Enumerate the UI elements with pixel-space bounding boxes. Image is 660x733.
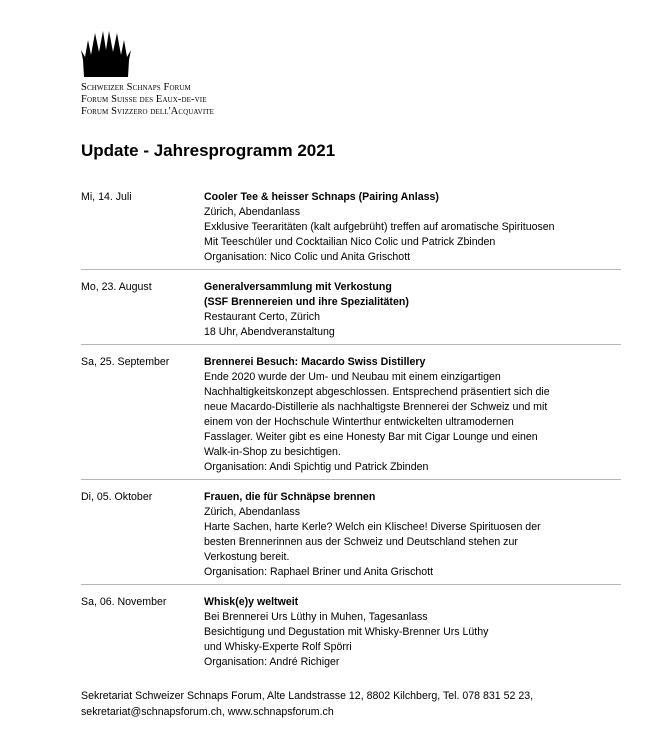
event-details — [204, 355, 621, 475]
event-line: Exklusive Teeraritäten (kalt aufgebrüht) treffen auf aromatische Spirituosen — [204, 221, 555, 233]
event-line: Fasslager. Weiter gibt es eine Honesty Bar mit Cigar Lounge und einen — [204, 431, 538, 443]
logo-line-fr: Forum Suisse des Eaux-de-vie — [81, 94, 207, 105]
event-line: Walk-in-Shop zu besichtigen. — [204, 446, 341, 458]
event-line: Besichtigung und Degustation mit Whisky-Brenner Urs Lüthy — [204, 626, 489, 638]
event-line: Verkostung bereit. — [204, 551, 290, 563]
event-row — [81, 188, 621, 270]
event-details — [204, 190, 621, 265]
event-details — [204, 280, 621, 340]
footer-address: Sekretariat Schweizer Schnaps Forum, Alte Landstrasse 12, 8802 Kilchberg, Tel. 078 831 52 23, — [81, 690, 534, 702]
logo-text — [81, 82, 261, 118]
logo — [81, 30, 261, 118]
event-headline: Brennerei Besuch: Macardo Swiss Distillery — [204, 356, 426, 368]
event-list — [81, 188, 621, 682]
footer — [81, 688, 533, 720]
event-line: Organisation: Raphael Briner und Anita Grischott — [204, 566, 434, 578]
event-date: Sa, 06. November — [81, 596, 167, 608]
logo-line-de: Schweizer Schnaps Forum — [81, 82, 191, 93]
event-headline: (SSF Brennereien und ihre Spezialitäten) — [204, 296, 409, 308]
event-date: Sa, 25. September — [81, 356, 170, 368]
event-date: Mo, 23. August — [81, 281, 152, 293]
event-row — [81, 488, 621, 585]
event-details — [204, 595, 621, 670]
crown-icon — [81, 30, 131, 80]
event-row — [81, 278, 621, 345]
event-details — [204, 490, 621, 580]
logo-line-it: Forum Svizzero dell'Acquavite — [81, 106, 214, 117]
event-headline: Cooler Tee & heisser Schnaps (Pairing Anlass) — [204, 191, 439, 203]
event-line: Organisation: Andi Spichtig und Patrick Zbinden — [204, 461, 429, 473]
event-line: neue Macardo-Distillerie als nachhaltigste Brennerei der Schweiz und mit — [204, 401, 548, 413]
event-line: Ende 2020 wurde der Um- und Neubau mit einem einzigartigen — [204, 371, 501, 383]
event-headline: Frauen, die für Schnäpse brennen — [204, 491, 376, 503]
event-line: Organisation: André Richiger — [204, 656, 340, 668]
event-date: Mi, 14. Juli — [81, 191, 132, 203]
page-title: Update - Jahresprogramm 2021 — [81, 141, 336, 160]
event-line: 18 Uhr, Abendveranstaltung — [204, 326, 335, 338]
event-headline: Whisk(e)y weltweit — [204, 596, 299, 608]
footer-contact: sekretariat@schnapsforum.ch, www.schnapsforum.ch — [81, 706, 334, 718]
event-line: Organisation: Nico Colic und Anita Grischott — [204, 251, 411, 263]
event-headline: Generalversammlung mit Verkostung — [204, 281, 392, 293]
event-line: Nachhaltigkeitskonzept abgeschlossen. Entsprechend präsentiert sich die — [204, 386, 550, 398]
event-line: Mit Teeschüler und Cocktailian Nico Colic und Patrick Zbinden — [204, 236, 496, 248]
event-date: Di, 05. Oktober — [81, 491, 153, 503]
event-line: und Whisky-Experte Rolf Spörri — [204, 641, 352, 653]
event-line: Zürich, Abendanlass — [204, 506, 300, 518]
event-row — [81, 593, 621, 674]
event-line: Restaurant Certo, Zürich — [204, 311, 320, 323]
event-row — [81, 353, 621, 480]
event-line: besten Brennerinnen aus der Schweiz und Deutschland stehen zur — [204, 536, 518, 548]
event-line: Zürich, Abendanlass — [204, 206, 300, 218]
event-line: Harte Sachen, harte Kerle? Welch ein Klischee! Diverse Spirituosen der — [204, 521, 541, 533]
event-line: einem von der Hochschule Winterthur entwickelten ultramodernen — [204, 416, 514, 428]
event-line: Bei Brennerei Urs Lüthy in Muhen, Tagesanlass — [204, 611, 428, 623]
